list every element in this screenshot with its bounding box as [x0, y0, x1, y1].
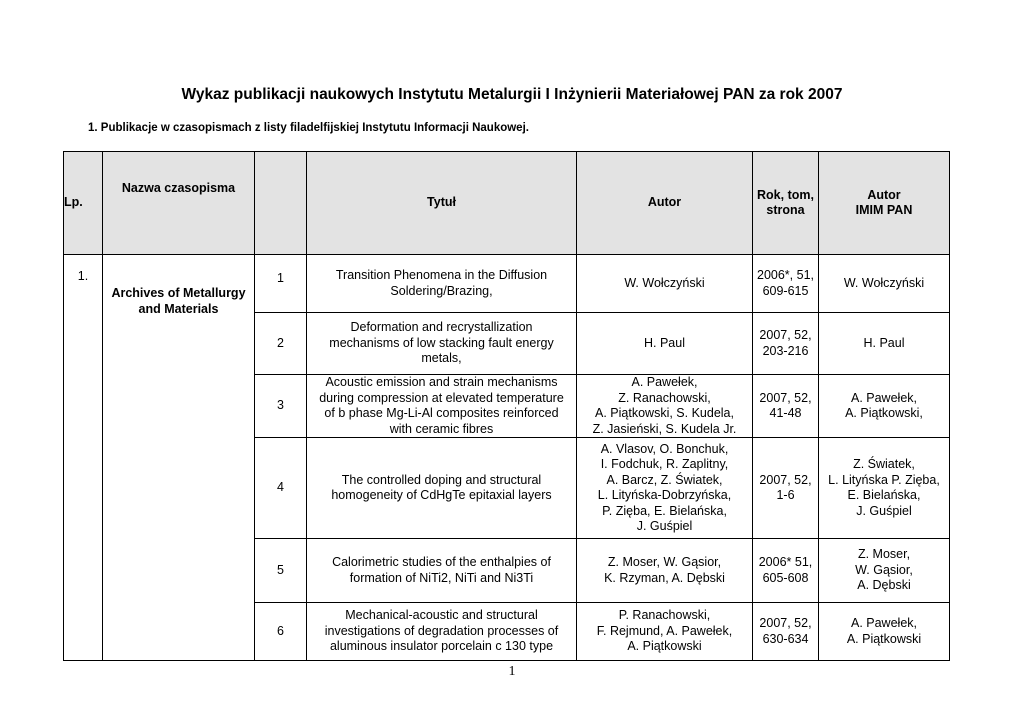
publication-title-line: formation of NiTi2, NiTi and Ni3Ti [349, 570, 534, 585]
imim-authors-line: A. Piątkowski [846, 631, 922, 646]
imim-authors-line: E. Bielańska, [847, 488, 921, 502]
publication-title [307, 255, 577, 313]
page-number: 1 [508, 664, 516, 679]
publication-title-line: aluminous insulator porcelain c 130 type [329, 639, 554, 654]
publication-authors-line: A. Barcz, Z. Światek, [606, 472, 723, 487]
header-journal: Nazwa czasopisma [103, 152, 255, 255]
publication-authors-line: J. Guśpiel [636, 519, 693, 533]
imim-authors-line: J. Guśpiel [856, 503, 912, 518]
imim-authors-line: H. Paul [863, 335, 905, 350]
publication-authors [577, 603, 753, 661]
header-imim-author: Autor IMIM PAN [819, 152, 950, 255]
imim-authors [819, 438, 950, 539]
publication-authors-line: A. Piątkowski, S. Kudela, [595, 406, 734, 420]
year-volume-pages-line: 2006* 51, [758, 555, 813, 569]
imim-authors-line: Z. Moser, [857, 547, 911, 562]
header-lp: Lp. [64, 152, 103, 255]
publication-authors-line: F. Rejmund, A. Pawełek, [596, 623, 733, 638]
year-volume-pages [753, 438, 819, 539]
publication-authors-line: H. Paul [644, 335, 685, 350]
document-title: Wykaz publikacji naukowych Instytutu Metalurgii I Inżynierii Materiałowej PAN za rok 2007 [181, 86, 843, 103]
publication-title-line: Soldering/Brazing, [390, 283, 493, 298]
imim-authors [819, 539, 950, 603]
imim-authors [819, 255, 950, 313]
year-volume-pages-line: 2007, 52, [759, 328, 812, 342]
publication-title [307, 539, 577, 603]
table-header-row [64, 152, 950, 255]
publication-title-line: Calorimetric studies of the enthalpies of [332, 555, 551, 569]
year-volume-pages [753, 255, 819, 313]
publication-authors-line: A. Vlasov, O. Bonchuk, [600, 441, 729, 456]
imim-authors-line: A. Dębski [857, 578, 911, 593]
publication-title-line: during compression at elevated temperature [319, 390, 564, 405]
publication-title [307, 438, 577, 539]
publication-authors-line: Z. Moser, W. Gąsior, [607, 555, 722, 569]
year-volume-pages-line: 609-615 [762, 283, 809, 298]
publication-authors-line: P. Zięba, E. Bielańska, [602, 503, 727, 518]
publication-title [307, 375, 577, 438]
row-number: 5 [255, 539, 307, 603]
publication-authors-line: W. Wołczyński [624, 275, 705, 290]
table-row [64, 255, 950, 313]
row-number: 3 [255, 375, 307, 438]
header-year-volume-page: Rok, tom, strona [753, 152, 819, 255]
header-title: Tytuł [307, 152, 577, 255]
year-volume-pages [753, 375, 819, 438]
publications-table [63, 151, 950, 661]
publication-authors-line: Z. Ranachowski, [618, 390, 711, 405]
year-volume-pages-line: 1-6 [776, 488, 795, 502]
publication-authors [577, 438, 753, 539]
year-volume-pages-line: 605-608 [762, 570, 809, 585]
publication-title-line: metals, [421, 351, 462, 366]
imim-authors [819, 313, 950, 375]
year-volume-pages [753, 603, 819, 661]
publication-title [307, 603, 577, 661]
year-volume-pages-line: 41-48 [769, 406, 802, 420]
publication-title-line: Acoustic emission and strain mechanisms [325, 375, 558, 389]
publication-authors [577, 375, 753, 438]
publication-title-line: investigations of degradation processes of [324, 623, 559, 638]
year-volume-pages-line: 2007, 52, [759, 472, 812, 487]
year-volume-pages-line: 2006*, 51, [757, 268, 814, 282]
year-volume-pages-line: 630-634 [762, 631, 809, 646]
publication-authors-line: Z. Jasieński, S. Kudela Jr. [592, 421, 737, 436]
row-number: 2 [255, 313, 307, 375]
publication-title-line: with ceramic fibres [389, 421, 494, 436]
publication-title-line: The controlled doping and structural [341, 472, 542, 487]
publication-authors [577, 255, 753, 313]
imim-authors [819, 375, 950, 438]
publication-title [307, 313, 577, 375]
publication-title-line: homogeneity of CdHgTe epitaxial layers [331, 488, 552, 502]
imim-authors-line: Z. Światek, [853, 457, 915, 471]
year-volume-pages [753, 539, 819, 603]
journal-name [103, 255, 255, 661]
imim-authors-line: L. Lityńska P. Zięba, [828, 472, 940, 487]
publication-authors-line: L. Lityńska-Dobrzyńska, [597, 488, 732, 502]
header-author: Autor [577, 152, 753, 255]
row-number: 1 [255, 255, 307, 313]
year-volume-pages [753, 313, 819, 375]
journal-name-line: and Materials [138, 301, 219, 316]
year-volume-pages-line: 2007, 52, [759, 616, 812, 630]
publication-title-line: Transition Phenomena in the Diffusion [335, 268, 548, 282]
publication-title-line: Mechanical-acoustic and structural [345, 608, 538, 623]
section-heading: 1. Publikacje w czasopismach z listy filadelfijskiej Instytutu Informacji Naukowej. [88, 122, 529, 134]
publication-authors-line: I. Fodchuk, R. Zaplitny, [600, 457, 729, 471]
publication-title-line: mechanisms of low stacking fault energy [329, 335, 554, 350]
row-number: 6 [255, 603, 307, 661]
imim-authors-line: A. Piątkowski, [845, 406, 923, 420]
row-group-lp: 1. [64, 255, 103, 661]
header-number [255, 152, 307, 255]
publication-authors-line: A. Pawełek, [631, 375, 698, 389]
imim-authors-line: W. Gąsior, [855, 562, 913, 577]
publication-authors-line: A. Piątkowski [627, 639, 702, 654]
imim-authors-line: W. Wołczyński [843, 275, 925, 290]
row-number: 4 [255, 438, 307, 539]
publication-authors-line: P. Ranachowski, [618, 608, 711, 623]
imim-authors-line: A. Pawełek, [850, 390, 917, 405]
year-volume-pages-line: 2007, 52, [759, 390, 812, 405]
year-volume-pages-line: 203-216 [762, 343, 809, 358]
publication-authors [577, 539, 753, 603]
publication-title-line: of b phase Mg-Li-Al composites reinforced [324, 406, 559, 420]
publication-authors [577, 313, 753, 375]
publication-authors-line: K. Rzyman, A. Dębski [604, 570, 725, 585]
journal-name-line: Archives of Metallurgy [111, 286, 246, 300]
imim-authors-line: A. Pawełek, [850, 616, 917, 630]
publication-title-line: Deformation and recrystallization [350, 320, 533, 335]
imim-authors [819, 603, 950, 661]
